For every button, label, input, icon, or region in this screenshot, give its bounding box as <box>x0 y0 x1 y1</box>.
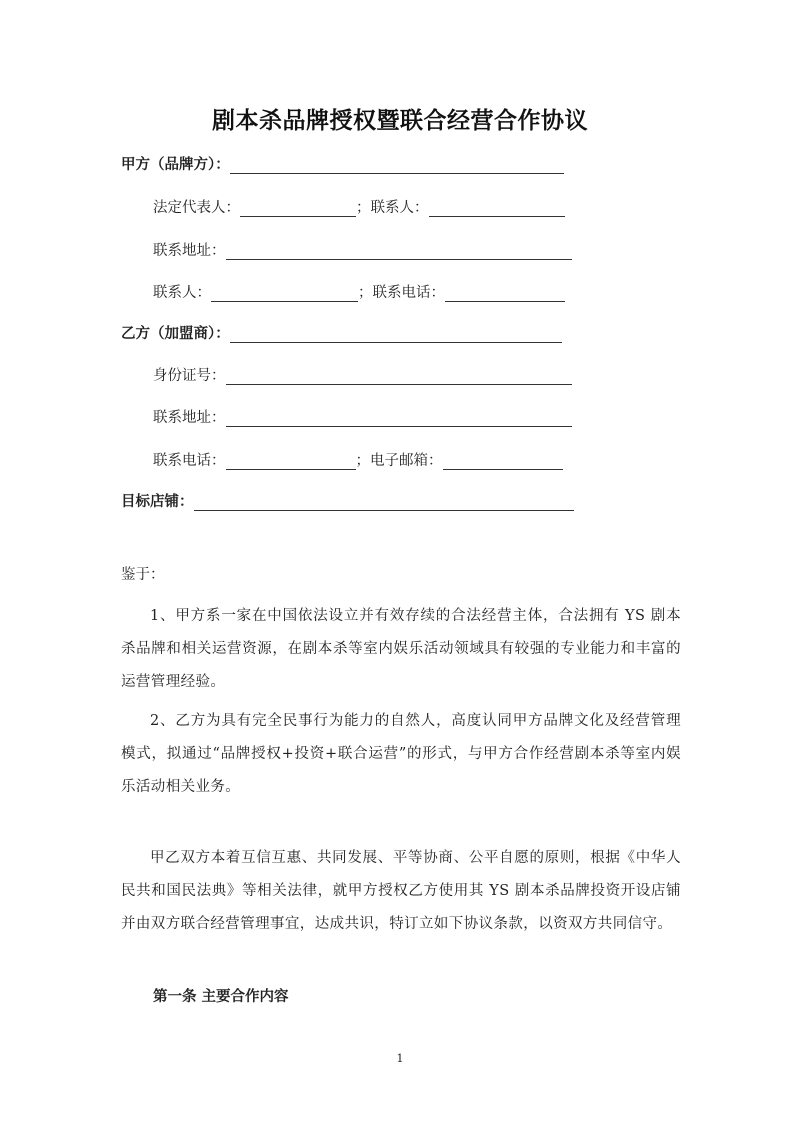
target-store-label: 目标店铺： <box>121 494 194 510</box>
clause-1: 1、甲方系一家在中国依法设立并有效存续的合法经营主体，合法拥有 YS 剧本杀品牌和相关运营资源，在剧本杀等室内娱乐活动领域具有较强的专业能力和丰富的运营管理经验。 <box>121 608 681 690</box>
article-1-heading: 第一条 主要合作内容 <box>153 989 289 1005</box>
party-a-contact-blank[interactable] <box>429 198 565 217</box>
party-b-label: 乙方（加盟商）： <box>121 326 230 342</box>
party-a-row <box>121 153 564 177</box>
target-store-row <box>121 490 574 514</box>
preamble-paragraph: 甲乙双方本着互信互惠、共同发展、平等协商、公平自愿的原则，根据《中华人民共和国民法典》等相关法律，就甲方授权乙方使用其 YS 剧本杀品牌投资开设店铺并由双方联合经营管理事宜，达成共识，特订立如下协议条款，以资双方共同信守。 <box>121 850 681 932</box>
party-a-contact-person-blank[interactable] <box>211 283 358 302</box>
party-a-phone-label: ；联系电话： <box>358 285 445 301</box>
legal-rep-label: 法定代表人： <box>153 200 240 216</box>
page-number: 1 <box>396 1052 404 1065</box>
party-b-blank[interactable] <box>230 324 562 343</box>
clause-2: 2、乙方为具有完全民事行为能力的自然人，高度认同甲方品牌文化及经营管理模式，拟通过“品牌授权+投资+联合运营”的形式，与甲方合作经营剧本杀等室内娱乐活动相关业务。 <box>121 713 681 795</box>
id-number-label: 身份证号： <box>153 368 226 384</box>
party-b-address-label: 联系地址： <box>153 410 226 426</box>
party-a-phone-blank[interactable] <box>445 283 565 302</box>
id-number-row <box>153 364 572 388</box>
target-store-blank[interactable] <box>194 492 574 511</box>
id-number-blank[interactable] <box>226 366 572 385</box>
party-a-blank[interactable] <box>230 155 564 174</box>
party-b-row <box>121 322 562 346</box>
party-b-email-blank[interactable] <box>443 451 563 470</box>
party-b-phone-blank[interactable] <box>226 451 356 470</box>
party-b-email-label: ；电子邮箱： <box>355 453 443 469</box>
legal-rep-blank[interactable] <box>240 198 356 217</box>
legal-rep-row <box>153 196 565 220</box>
whereas-label: 鉴于： <box>121 567 165 583</box>
party-a-contact-label: ；联系人： <box>356 200 429 216</box>
party-a-label: 甲方（品牌方）： <box>121 157 230 173</box>
party-b-phone-label: 联系电话： <box>153 453 226 469</box>
party-b-address-blank[interactable] <box>226 408 572 427</box>
party-a-contact-person-row <box>153 281 565 305</box>
party-a-address-row <box>153 239 572 263</box>
party-a-contact-person-label: 联系人： <box>153 285 211 301</box>
party-b-address-row <box>153 406 572 430</box>
party-a-address-blank[interactable] <box>226 241 572 260</box>
document-title: 剧本杀品牌授权暨联合经营合作协议 <box>212 108 588 134</box>
party-b-phone-row <box>153 449 563 473</box>
party-a-address-label: 联系地址： <box>153 243 226 259</box>
